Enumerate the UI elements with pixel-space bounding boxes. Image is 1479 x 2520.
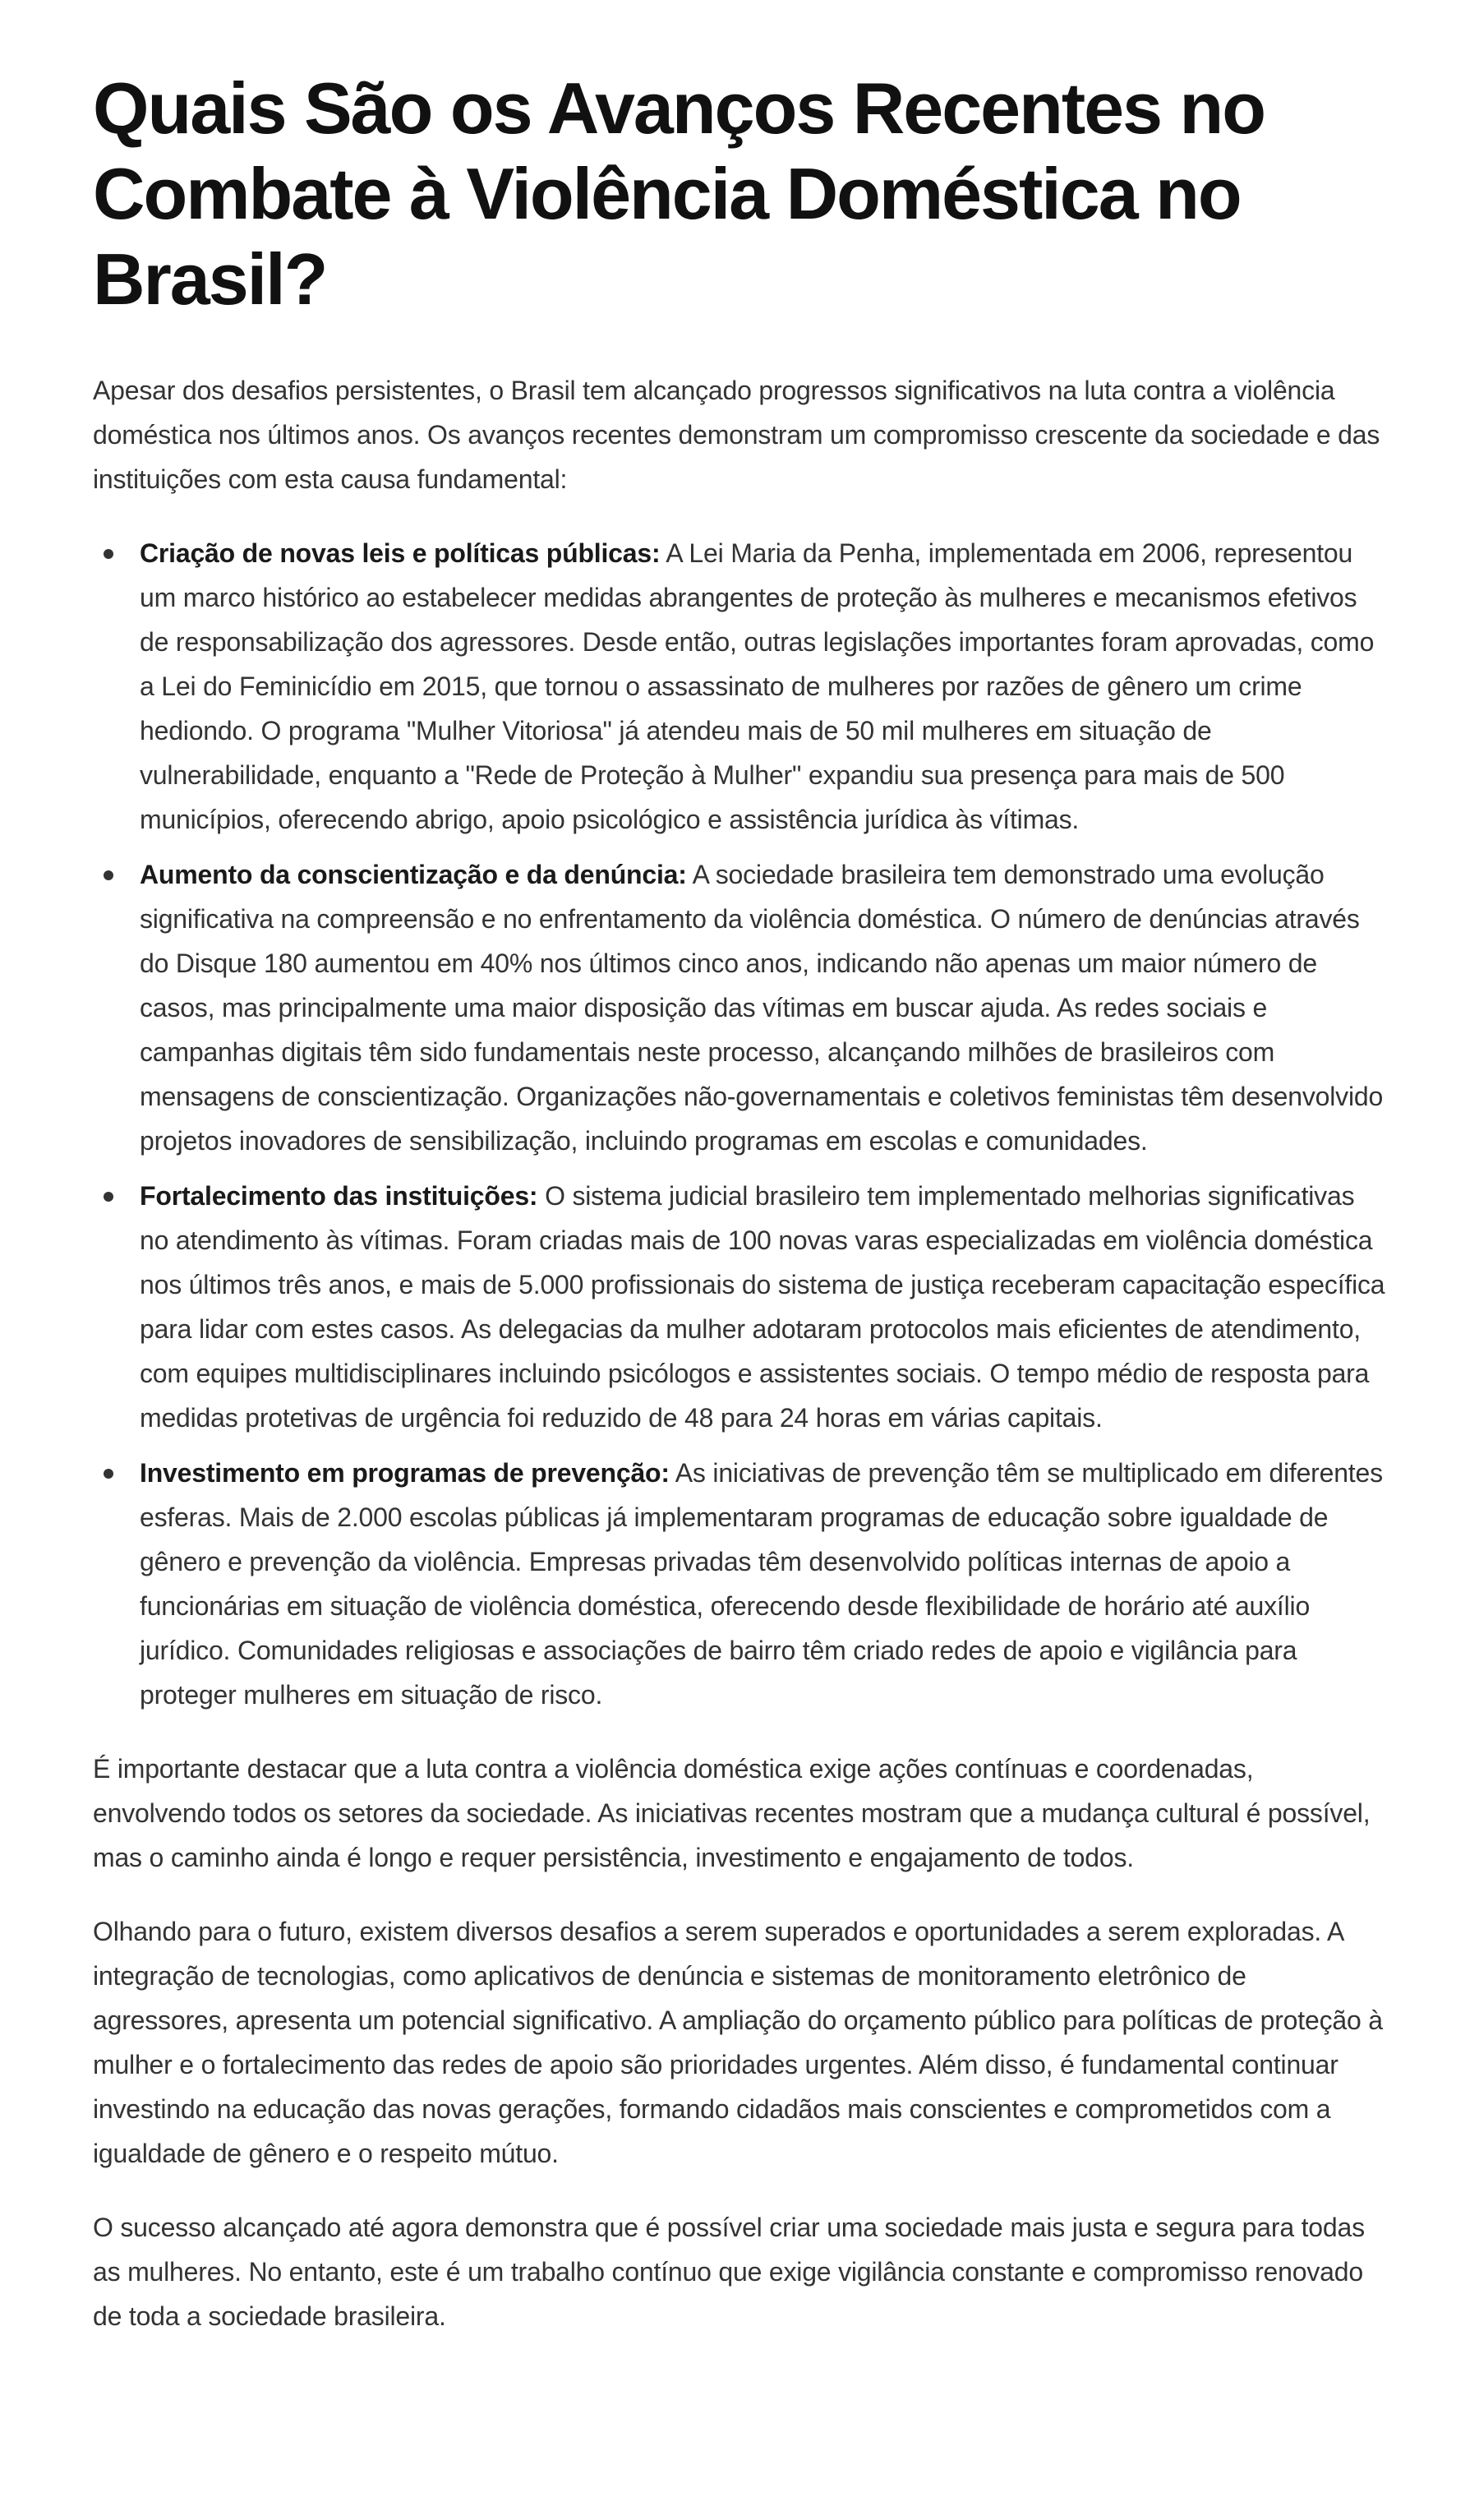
list-item-text: O sistema judicial brasileiro tem implementado melhorias significativas no atendimento às vítimas. Foram criadas mais de 100 novas varas especializadas em violência doméstica nos últimos três anos, e mais de 5.000 profissionais do sistema de justiça receberam capacitação específica para lidar com estes casos. As delegacias da mulher adotaram protocolos mais eficientes de atendimento, com equipes multidisciplinares incluindo psicólogos e assistentes sociais. O tempo médio de resposta para medidas protetivas de urgência foi reduzido de 48 para 24 horas em várias capitais.	[140, 1181, 1385, 1433]
advances-list	[93, 531, 1386, 1717]
list-item-text: As iniciativas de prevenção têm se multiplicado em diferentes esferas. Mais de 2.000 escolas públicas já implementaram programas de educação sobre igualdade de gênero e prevenção da violência. Empresas privadas têm desenvolvido políticas internas de apoio a funcionárias em situação de violência doméstica, oferecendo desde flexibilidade de horário até auxílio jurídico. Comunidades religiosas e associações de bairro têm criado redes de apoio e vigilância para proteger mulheres em situação de risco.	[140, 1458, 1383, 1710]
bullet-icon	[104, 1469, 113, 1479]
closing-paragraph-success: O sucesso alcançado até agora demonstra que é possível criar uma sociedade mais justa e segura para todas as mulheres. No entanto, este é um trabalho contínuo que exige vigilância constante e compromisso renovado de toda a sociedade brasileira.	[93, 2213, 1365, 2331]
list-item-prevention	[93, 1451, 1386, 1717]
list-item-text: A sociedade brasileira tem demonstrado uma evolução significativa na compreensão e no enfrentamento da violência doméstica. O número de denúncias através do Disque 180 aumentou em 40% nos últimos cinco anos, indicando não apenas um maior número de casos, mas principalmente uma maior disposição das vítimas em buscar ajuda. As redes sociais e campanhas digitais têm sido fundamentais neste processo, alcançando milhões de brasileiros com mensagens de conscientização. Organizações não-governamentais e coletivos feministas têm desenvolvido projetos inovadores de sensibilização, incluindo programas em escolas e comunidades.	[140, 860, 1384, 1156]
list-item-text: A Lei Maria da Penha, implementada em 2006, representou um marco histórico ao estabelecer medidas abrangentes de proteção às mulheres e mecanismos efetivos de responsabilização dos agressores. Desde então, outras legislações importantes foram aprovadas, como a Lei do Feminicídio em 2015, que tornou o assassinato de mulheres por razões de gênero um crime hediondo. O programa "Mulher Vitoriosa" já atendeu mais de 50 mil mulheres em situação de vulnerabilidade, enquanto a "Rede de Proteção à Mulher" expandiu sua presença para mais de 500 municípios, oferecendo abrigo, apoio psicológico e assistência jurídica às vítimas.	[140, 538, 1375, 834]
intro-paragraph: Apesar dos desafios persistentes, o Brasil tem alcançado progressos significativos na luta contra a violência doméstica nos últimos anos. Os avanços recentes demonstram um compromisso crescente da sociedade e das instituições com esta causa fundamental:	[93, 376, 1380, 494]
page-title: Quais São os Avanços Recentes no Combate à Violência Doméstica no Brasil?	[93, 67, 1265, 320]
list-item-awareness	[93, 852, 1386, 1163]
closing-paragraph-future: Olhando para o futuro, existem diversos desafios a serem superados e oportunidades a serem exploradas. A integração de tecnologias, como aplicativos de denúncia e sistemas de monitoramento eletrônico de agressores, apresenta um potencial significativo. A ampliação do orçamento público para políticas de proteção à mulher e o fortalecimento das redes de apoio são prioridades urgentes. Além disso, é fundamental continuar investindo na educação das novas gerações, formando cidadãos mais conscientes e comprometidos com a igualdade de gênero e o respeito mútuo.	[93, 1917, 1383, 2168]
closing-paragraph-importance: É importante destacar que a luta contra a violência doméstica exige ações contínuas e coordenadas, envolvendo todos os setores da sociedade. As iniciativas recentes mostram que a mudança cultural é possível, mas o caminho ainda é longo e requer persistência, investimento e engajamento de todos.	[93, 1754, 1371, 1872]
bullet-icon	[104, 870, 113, 880]
list-item-institutions	[93, 1174, 1386, 1440]
list-item-label: Criação de novas leis e políticas públicas:	[140, 538, 661, 568]
list-item-label: Fortalecimento das instituições:	[140, 1181, 538, 1211]
bullet-icon	[104, 1192, 113, 1202]
list-item-new-laws	[93, 531, 1386, 842]
bullet-icon	[104, 549, 113, 559]
list-item-label: Aumento da conscientização e da denúncia:	[140, 860, 687, 889]
list-item-label: Investimento em programas de prevenção:	[140, 1458, 670, 1488]
